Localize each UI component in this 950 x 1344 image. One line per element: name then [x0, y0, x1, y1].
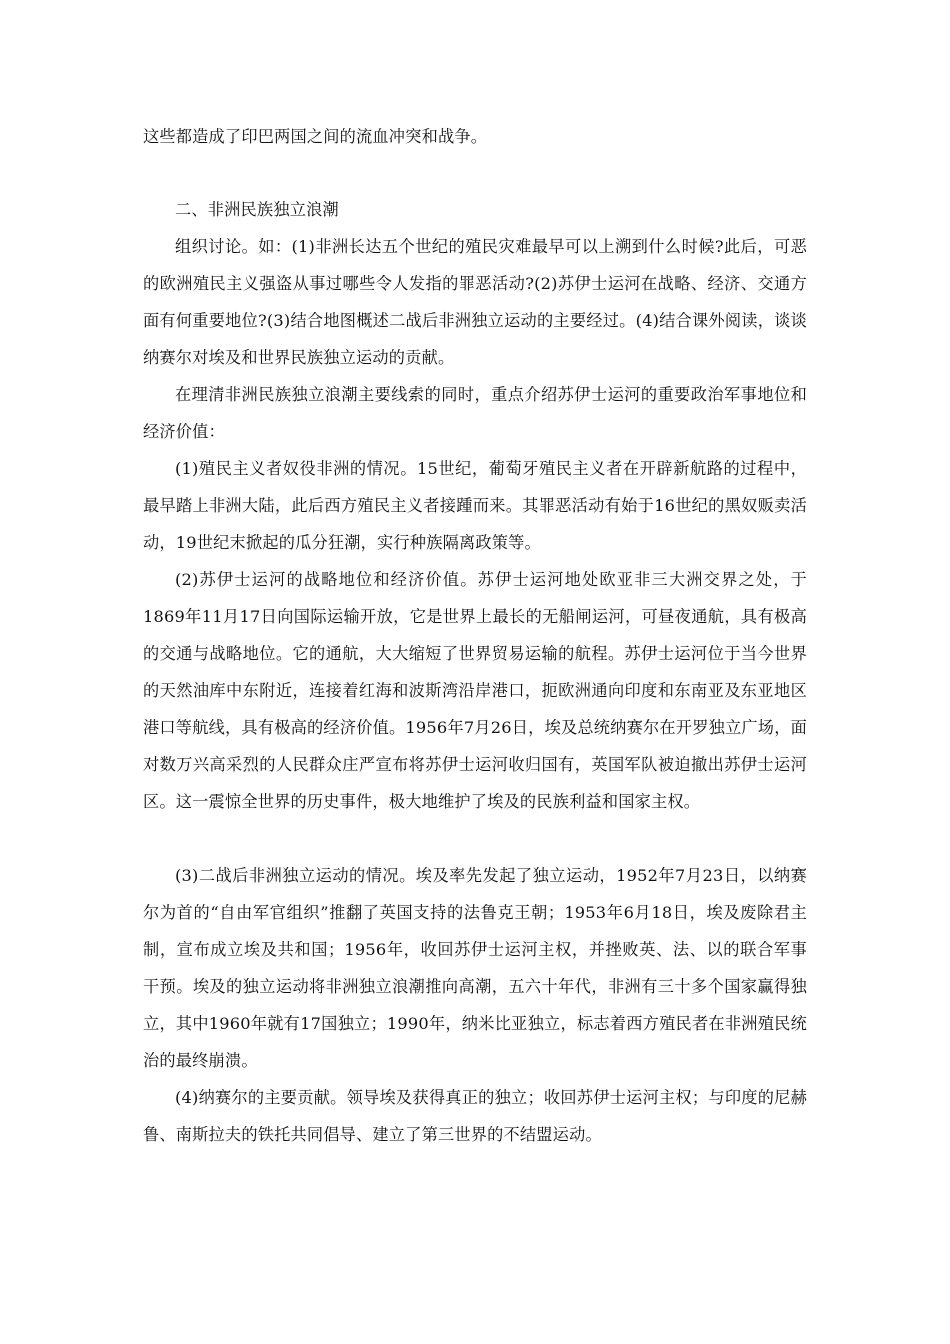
section-heading: 二、非洲民族独立浪潮 — [175, 200, 339, 219]
paragraph-point-2: (2)苏伊士运河的战略地位和经济价值。苏伊士运河地处欧亚非三大洲交界之处，于1869年11月17日向国际运输开放，它是世界上最长的无船闸运河，可昼夜通航，具有极高的交通与战略地位。它的通航，大大缩短了世界贸易运输的航程。苏伊士运河位于当今世界的天然油库中东附近，连接着红海和波斯湾沿岸港口，扼欧洲通向印度和东南亚及东亚地区港口等航线，具有极高的经济价值。1956年7月26日，埃及总统纳赛尔在开罗独立广场，面对数万兴高采烈的人民群众庄严宣布将苏伊士运河收归国有，英国军队被迫撤出苏伊士运河区。这一震惊全世界的历史事件，极大地维护了埃及的民族利益和国家主权。 — [143, 570, 807, 811]
paragraph-intro: 在理清非洲民族独立浪潮主要线索的同时，重点介绍苏伊士运河的重要政治军事地位和经济价值： — [143, 385, 807, 441]
paragraph-point-1: (1)殖民主义者奴役非洲的情况。15世纪，葡萄牙殖民主义者在开辟新航路的过程中，最早踏上非洲大陆，此后西方殖民主义者接踵而来。其罪恶活动有始于16世纪的黑奴贩卖活动，19世纪末掀起的瓜分狂潮，实行种族隔离政策等。 — [143, 459, 807, 552]
paragraph-point-3: (3)二战后非洲独立运动的情况。埃及率先发起了独立运动，1952年7月23日，以纳赛尔为首的“自由军官组织”推翻了英国支持的法鲁克王朝；1953年6月18日，埃及废除君主制，宣布成立埃及共和国；1956年，收回苏伊士运河主权，并挫败英、法、以的联合军事干预。埃及的独立运动将非洲独立浪潮推向高潮，五六十年代，非洲有三十多个国家赢得独立，其中1960年就有17国独立；1990年，纳米比亚独立，标志着西方殖民者在非洲殖民统治的最终崩溃。 — [143, 866, 807, 1070]
paragraph-point-4: (4)纳赛尔的主要贡献。领导埃及获得真正的独立；收回苏伊士运河主权；与印度的尼赫鲁、南斯拉夫的铁托共同倡导、建立了第三世界的不结盟运动。 — [143, 1088, 807, 1144]
paragraph-discussion: 组织讨论。如：(1)非洲长达五个世纪的殖民灾难最早可以上溯到什么时候?此后，可恶的欧洲殖民主义强盗从事过哪些令人发指的罪恶活动?(2)苏伊士运河在战略、经济、交通方面有何重要地位?(3)结合地图概述二战后非洲独立运动的主要经过。(4)结合课外阅读，谈谈纳赛尔对埃及和世界民族独立运动的贡献。 — [143, 237, 807, 367]
paragraph-continuation: 这些都造成了印巴两国之间的流血冲突和战争。 — [143, 127, 488, 146]
